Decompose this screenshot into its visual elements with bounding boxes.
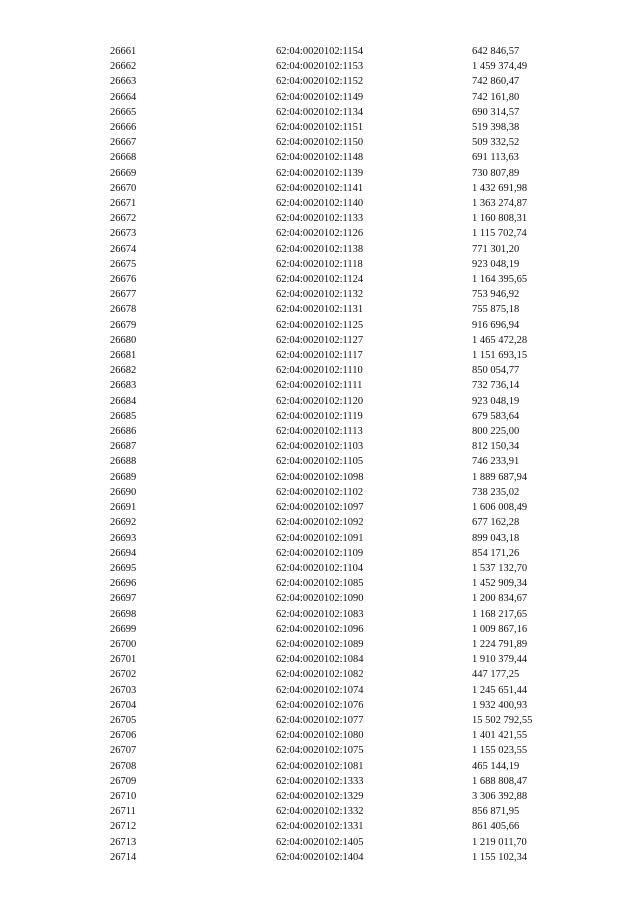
row-number: 26704 xyxy=(110,699,137,711)
table-row xyxy=(110,196,592,211)
table-row xyxy=(110,561,592,576)
cadastral-value: 1 932 400,93 xyxy=(472,699,528,711)
cadastral-value: 1 155 023,55 xyxy=(472,745,528,757)
cadastral-value: 742 860,47 xyxy=(472,76,520,88)
cadastral-number: 62:04:0020102:1134 xyxy=(276,106,364,118)
cadastral-value: 850 054,77 xyxy=(472,365,520,377)
cadastral-number: 62:04:0020102:1102 xyxy=(276,486,364,498)
cadastral-value-table xyxy=(110,44,592,865)
cadastral-number: 62:04:0020102:1118 xyxy=(276,258,363,270)
table-row xyxy=(110,120,592,135)
row-number: 26675 xyxy=(110,258,137,270)
row-number: 26668 xyxy=(110,152,137,164)
table-row xyxy=(110,181,592,196)
cadastral-value: 1 432 691,98 xyxy=(472,182,528,194)
table-row xyxy=(110,819,592,834)
table-row xyxy=(110,318,592,333)
cadastral-value: 861 405,66 xyxy=(472,821,520,833)
row-number: 26694 xyxy=(110,547,137,559)
cadastral-number: 62:04:0020102:1127 xyxy=(276,334,364,346)
cadastral-value: 509 332,52 xyxy=(472,137,520,149)
table-row xyxy=(110,470,592,485)
cadastral-value: 1 155 102,34 xyxy=(472,851,528,863)
table-row xyxy=(110,637,592,652)
row-number: 26672 xyxy=(110,213,137,225)
cadastral-number: 62:04:0020102:1117 xyxy=(276,350,363,362)
cadastral-number: 62:04:0020102:1151 xyxy=(276,122,364,134)
row-number: 26693 xyxy=(110,532,137,544)
table-row xyxy=(110,90,592,105)
cadastral-number: 62:04:0020102:1085 xyxy=(276,578,364,590)
table-row xyxy=(110,424,592,439)
table-row xyxy=(110,622,592,637)
row-number: 26680 xyxy=(110,334,137,346)
cadastral-value: 1 401 421,55 xyxy=(472,730,528,742)
cadastral-value: 1 452 909,34 xyxy=(472,578,528,590)
table-row xyxy=(110,652,592,667)
cadastral-value: 738 235,02 xyxy=(472,486,520,498)
table-row xyxy=(110,59,592,74)
cadastral-value: 755 875,18 xyxy=(472,304,520,316)
table-row xyxy=(110,439,592,454)
row-number: 26684 xyxy=(110,395,137,407)
table-row xyxy=(110,759,592,774)
cadastral-number: 62:04:0020102:1125 xyxy=(276,319,364,331)
cadastral-number: 62:04:0020102:1077 xyxy=(276,714,364,726)
cadastral-number: 62:04:0020102:1103 xyxy=(276,441,364,453)
table-row xyxy=(110,850,592,865)
row-number: 26713 xyxy=(110,836,137,848)
cadastral-value: 730 807,89 xyxy=(472,167,520,179)
table-body xyxy=(110,44,592,865)
table-row xyxy=(110,500,592,515)
cadastral-number: 62:04:0020102:1119 xyxy=(276,410,363,422)
row-number: 26689 xyxy=(110,471,137,483)
table-row xyxy=(110,698,592,713)
table-row xyxy=(110,743,592,758)
table-row xyxy=(110,835,592,850)
cadastral-value: 679 583,64 xyxy=(472,410,520,422)
row-number: 26671 xyxy=(110,198,137,210)
cadastral-number: 62:04:0020102:1404 xyxy=(276,851,364,863)
row-number: 26710 xyxy=(110,790,137,802)
cadastral-number: 62:04:0020102:1332 xyxy=(276,806,364,818)
cadastral-number: 62:04:0020102:1105 xyxy=(276,456,364,468)
cadastral-value: 923 048,19 xyxy=(472,395,520,407)
row-number: 26703 xyxy=(110,684,137,696)
cadastral-number: 62:04:0020102:1150 xyxy=(276,137,364,149)
table-row xyxy=(110,409,592,424)
table-row xyxy=(110,348,592,363)
row-number: 26702 xyxy=(110,669,137,681)
table-row xyxy=(110,287,592,302)
cadastral-number: 62:04:0020102:1104 xyxy=(276,562,364,574)
row-number: 26712 xyxy=(110,821,137,833)
table-row xyxy=(110,378,592,393)
cadastral-value: 742 161,80 xyxy=(472,91,520,103)
cadastral-value: 691 113,63 xyxy=(472,152,519,164)
table-row xyxy=(110,302,592,317)
row-number: 26679 xyxy=(110,319,137,331)
table-row xyxy=(110,789,592,804)
cadastral-value: 856 871,95 xyxy=(472,806,520,818)
cadastral-number: 62:04:0020102:1097 xyxy=(276,502,364,514)
row-number: 26709 xyxy=(110,775,137,787)
table-row xyxy=(110,667,592,682)
cadastral-value: 812 150,34 xyxy=(472,441,520,453)
cadastral-value: 771 301,20 xyxy=(472,243,520,255)
row-number: 26664 xyxy=(110,91,137,103)
cadastral-number: 62:04:0020102:1091 xyxy=(276,532,364,544)
cadastral-number: 62:04:0020102:1124 xyxy=(276,274,364,286)
row-number: 26714 xyxy=(110,851,137,863)
cadastral-number: 62:04:0020102:1084 xyxy=(276,654,364,666)
cadastral-number: 62:04:0020102:1154 xyxy=(276,46,364,57)
row-number: 26697 xyxy=(110,593,137,605)
row-number: 26708 xyxy=(110,760,137,772)
cadastral-value: 3 306 392,88 xyxy=(472,790,528,802)
table-row xyxy=(110,728,592,743)
cadastral-value: 899 043,18 xyxy=(472,532,520,544)
cadastral-value: 642 846,57 xyxy=(472,46,520,57)
cadastral-number: 62:04:0020102:1075 xyxy=(276,745,364,757)
cadastral-number: 62:04:0020102:1080 xyxy=(276,730,364,742)
table-row xyxy=(110,485,592,500)
cadastral-value: 1 160 808,31 xyxy=(472,213,528,225)
row-number: 26691 xyxy=(110,502,137,514)
row-number: 26670 xyxy=(110,182,137,194)
cadastral-value: 732 736,14 xyxy=(472,380,520,392)
row-number: 26695 xyxy=(110,562,137,574)
row-number: 26667 xyxy=(110,137,137,149)
row-number: 26661 xyxy=(110,46,137,57)
cadastral-value: 1 200 834,67 xyxy=(472,593,528,605)
cadastral-value: 447 177,25 xyxy=(472,669,520,681)
row-number: 26681 xyxy=(110,350,137,362)
table-row xyxy=(110,713,592,728)
cadastral-number: 62:04:0020102:1153 xyxy=(276,61,364,73)
row-number: 26698 xyxy=(110,608,137,620)
row-number: 26696 xyxy=(110,578,137,590)
cadastral-value: 1 537 132,70 xyxy=(472,562,528,574)
cadastral-value: 1 459 374,49 xyxy=(472,61,528,73)
cadastral-number: 62:04:0020102:1140 xyxy=(276,198,364,210)
table-row xyxy=(110,546,592,561)
cadastral-value: 746 233,91 xyxy=(472,456,520,468)
row-number: 26687 xyxy=(110,441,137,453)
table-row xyxy=(110,226,592,241)
table-row xyxy=(110,74,592,89)
row-number: 26686 xyxy=(110,426,137,438)
table-row xyxy=(110,211,592,226)
cadastral-number: 62:04:0020102:1152 xyxy=(276,76,364,88)
row-number: 26711 xyxy=(110,806,136,818)
row-number: 26666 xyxy=(110,122,137,134)
cadastral-value: 690 314,57 xyxy=(472,106,520,118)
cadastral-value: 1 606 008,49 xyxy=(472,502,528,514)
table-row xyxy=(110,105,592,120)
cadastral-value: 1 688 808,47 xyxy=(472,775,528,787)
cadastral-value: 1 245 651,44 xyxy=(472,684,528,696)
cadastral-value: 1 224 791,89 xyxy=(472,638,528,650)
row-number: 26706 xyxy=(110,730,137,742)
cadastral-number: 62:04:0020102:1096 xyxy=(276,623,364,635)
table-row xyxy=(110,515,592,530)
cadastral-value: 1 219 011,70 xyxy=(472,836,527,848)
cadastral-number: 62:04:0020102:1110 xyxy=(276,365,363,377)
cadastral-value: 1 465 472,28 xyxy=(472,334,528,346)
table-row xyxy=(110,44,592,59)
cadastral-number: 62:04:0020102:1089 xyxy=(276,638,364,650)
row-number: 26683 xyxy=(110,380,137,392)
cadastral-value: 753 946,92 xyxy=(472,289,520,301)
cadastral-value: 800 225,00 xyxy=(472,426,520,438)
cadastral-number: 62:04:0020102:1082 xyxy=(276,669,364,681)
cadastral-number: 62:04:0020102:1139 xyxy=(276,167,364,179)
table-row xyxy=(110,363,592,378)
cadastral-number: 62:04:0020102:1098 xyxy=(276,471,364,483)
row-number: 26663 xyxy=(110,76,137,88)
row-number: 26692 xyxy=(110,517,137,529)
cadastral-value: 916 696,94 xyxy=(472,319,520,331)
row-number: 26700 xyxy=(110,638,137,650)
row-number: 26699 xyxy=(110,623,137,635)
table-row xyxy=(110,774,592,789)
row-number: 26690 xyxy=(110,486,137,498)
cadastral-value: 1 363 274,87 xyxy=(472,198,528,210)
cadastral-number: 62:04:0020102:1126 xyxy=(276,228,364,240)
cadastral-value: 15 502 792,55 xyxy=(472,714,533,726)
row-number: 26685 xyxy=(110,410,137,422)
cadastral-number: 62:04:0020102:1083 xyxy=(276,608,364,620)
row-number: 26669 xyxy=(110,167,137,179)
table-row xyxy=(110,242,592,257)
row-number: 26682 xyxy=(110,365,137,377)
cadastral-number: 62:04:0020102:1148 xyxy=(276,152,364,164)
cadastral-number: 62:04:0020102:1113 xyxy=(276,426,363,438)
cadastral-number: 62:04:0020102:1333 xyxy=(276,775,364,787)
cadastral-value: 1 151 693,15 xyxy=(472,350,528,362)
cadastral-value: 519 398,38 xyxy=(472,122,520,134)
cadastral-value: 465 144,19 xyxy=(472,760,520,772)
cadastral-number: 62:04:0020102:1081 xyxy=(276,760,364,772)
table-row xyxy=(110,394,592,409)
cadastral-number: 62:04:0020102:1131 xyxy=(276,304,364,316)
cadastral-number: 62:04:0020102:1329 xyxy=(276,790,364,802)
table-row xyxy=(110,166,592,181)
row-number: 26701 xyxy=(110,654,137,666)
table-row xyxy=(110,607,592,622)
cadastral-value: 1 910 379,44 xyxy=(472,654,528,666)
cadastral-value: 677 162,28 xyxy=(472,517,520,529)
cadastral-number: 62:04:0020102:1111 xyxy=(276,380,363,392)
cadastral-number: 62:04:0020102:1090 xyxy=(276,593,364,605)
cadastral-value: 1 164 395,65 xyxy=(472,274,528,286)
table-row xyxy=(110,272,592,287)
cadastral-value: 854 171,26 xyxy=(472,547,520,559)
cadastral-value: 1 168 217,65 xyxy=(472,608,528,620)
cadastral-value: 1 009 867,16 xyxy=(472,623,528,635)
cadastral-value: 1 115 702,74 xyxy=(472,228,527,240)
table-row xyxy=(110,150,592,165)
row-number: 26676 xyxy=(110,274,137,286)
cadastral-number: 62:04:0020102:1074 xyxy=(276,684,364,696)
row-number: 26673 xyxy=(110,228,137,240)
row-number: 26707 xyxy=(110,745,137,757)
table-row xyxy=(110,531,592,546)
table-row xyxy=(110,576,592,591)
cadastral-number: 62:04:0020102:1076 xyxy=(276,699,364,711)
cadastral-number: 62:04:0020102:1141 xyxy=(276,182,364,194)
cadastral-number: 62:04:0020102:1132 xyxy=(276,289,364,301)
cadastral-value: 923 048,19 xyxy=(472,258,520,270)
row-number: 26688 xyxy=(110,456,137,468)
row-number: 26665 xyxy=(110,106,137,118)
cadastral-number: 62:04:0020102:1120 xyxy=(276,395,364,407)
table-row xyxy=(110,683,592,698)
table-row xyxy=(110,804,592,819)
cadastral-number: 62:04:0020102:1092 xyxy=(276,517,364,529)
table-row xyxy=(110,333,592,348)
table-row xyxy=(110,257,592,272)
table-row xyxy=(110,591,592,606)
cadastral-number: 62:04:0020102:1405 xyxy=(276,836,364,848)
row-number: 26674 xyxy=(110,243,137,255)
cadastral-number: 62:04:0020102:1149 xyxy=(276,91,364,103)
cadastral-number: 62:04:0020102:1109 xyxy=(276,547,364,559)
row-number: 26705 xyxy=(110,714,137,726)
cadastral-number: 62:04:0020102:1133 xyxy=(276,213,364,225)
cadastral-number: 62:04:0020102:1331 xyxy=(276,821,364,833)
row-number: 26662 xyxy=(110,61,137,73)
row-number: 26677 xyxy=(110,289,137,301)
table-row xyxy=(110,454,592,469)
row-number: 26678 xyxy=(110,304,137,316)
table-row xyxy=(110,135,592,150)
cadastral-value: 1 889 687,94 xyxy=(472,471,528,483)
cadastral-number: 62:04:0020102:1138 xyxy=(276,243,364,255)
